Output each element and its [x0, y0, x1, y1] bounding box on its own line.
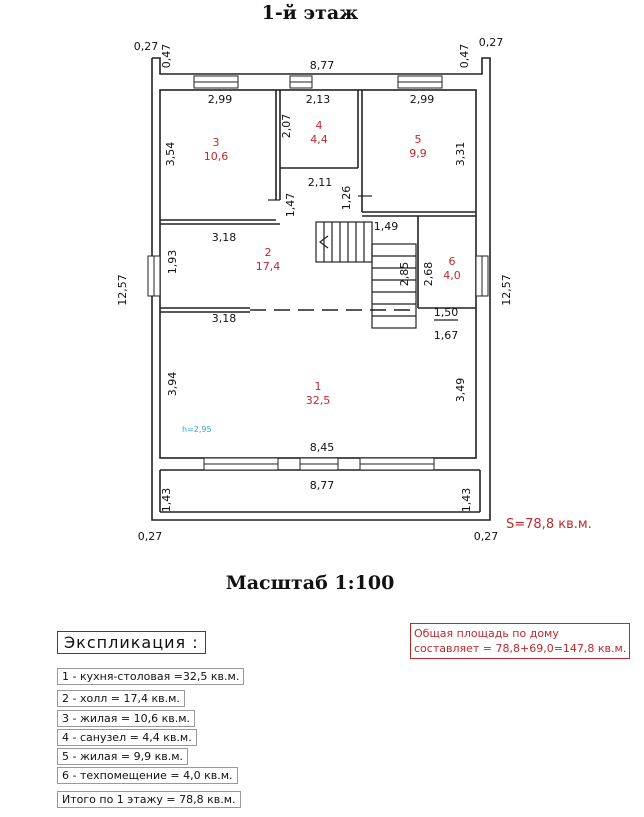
dim-room3-height: 3,54 — [164, 141, 177, 167]
room-2-number: 2 — [264, 246, 272, 259]
dim-room1-left: 3,94 — [166, 371, 179, 397]
dim-terrace-right: 1,43 — [460, 487, 473, 513]
dim-bottom-inner: 8,45 — [309, 441, 335, 454]
dim-corner-tr: 0,27 — [478, 36, 504, 49]
dim-hall-top: 3,18 — [211, 231, 237, 244]
dim-bottom-total: 8,77 — [309, 479, 335, 492]
explication-item-3: 3 - жилая = 10,6 кв.м. — [57, 710, 195, 727]
dim-corr-width: 2,11 — [307, 176, 333, 189]
room-4-number: 4 — [315, 119, 323, 132]
room-4-area: 4,4 — [310, 133, 328, 146]
dim-room6-h: 2,68 — [422, 261, 435, 287]
dim-room5-height: 3,31 — [454, 141, 467, 167]
dim-terrace-left: 1,43 — [160, 487, 173, 513]
room-1-area: 32,5 — [305, 394, 331, 407]
explication-total: Итого по 1 этажу = 78,8 кв.м. — [57, 791, 241, 808]
room-3-area: 10,6 — [203, 150, 229, 163]
explication-item-1: 1 - кухня-столовая =32,5 кв.м. — [57, 668, 244, 685]
dim-corr-h2: 1,26 — [340, 185, 353, 211]
dim-wall-tr: 0,47 — [458, 43, 471, 69]
dim-room4-height: 2,07 — [280, 113, 293, 139]
dim-room4-width: 2,13 — [305, 93, 331, 106]
scale-title: Масштаб 1:100 — [225, 572, 395, 594]
total-note-line1: Общая площадь по дому — [414, 627, 559, 640]
room-3-number: 3 — [212, 136, 220, 149]
dim-wall-tl: 0,47 — [160, 43, 173, 69]
dim-room6-w1: 1,50 — [433, 306, 459, 319]
room-1-number: 1 — [314, 380, 322, 393]
dim-corr-h1: 1,47 — [284, 192, 297, 218]
explication-item-5: 5 - жилая = 9,9 кв.м. — [57, 748, 188, 765]
dim-room5-width: 2,99 — [409, 93, 435, 106]
dim-room3-width: 2,99 — [207, 93, 233, 106]
dim-side-left: 12,57 — [116, 274, 129, 306]
floor-title: 1-й этаж — [261, 2, 359, 24]
room-2-area: 17,4 — [255, 260, 281, 273]
dim-stair-width: 1,49 — [373, 220, 399, 233]
dim-corner-br: 0,27 — [473, 530, 499, 543]
dim-top-total: 8,77 — [309, 59, 335, 72]
explication-title: Экспликация : — [57, 631, 206, 654]
dim-stair-h: 2,85 — [398, 261, 411, 287]
total-area-note — [410, 623, 630, 659]
dim-corner-tl: 0,27 — [133, 40, 159, 53]
room-5-area: 9,9 — [409, 147, 427, 160]
dim-room1-right: 3,49 — [454, 377, 467, 403]
explication-item-6: 6 - техпомещение = 4,0 кв.м. — [57, 767, 238, 784]
dim-corner-bl: 0,27 — [137, 530, 163, 543]
floor-area: S=78,8 кв.м. — [506, 517, 592, 532]
dim-side-right: 12,57 — [500, 274, 513, 306]
explication-item-4: 4 - санузел = 4,4 кв.м. — [57, 729, 197, 746]
explication-item-2: 2 - холл = 17,4 кв.м. — [57, 690, 185, 707]
room-6-number: 6 — [448, 255, 456, 268]
room-5-number: 5 — [414, 133, 422, 146]
room-6-area: 4,0 — [443, 269, 461, 282]
dim-hall-bottom: 3,18 — [211, 312, 237, 325]
ceiling-height: h=2,95 — [182, 425, 212, 434]
dim-hall-height: 1,93 — [166, 249, 179, 275]
dim-room6-w2: 1,67 — [433, 329, 459, 342]
total-note-line2: составляет = 78,8+69,0=147,8 кв.м. — [414, 642, 627, 655]
